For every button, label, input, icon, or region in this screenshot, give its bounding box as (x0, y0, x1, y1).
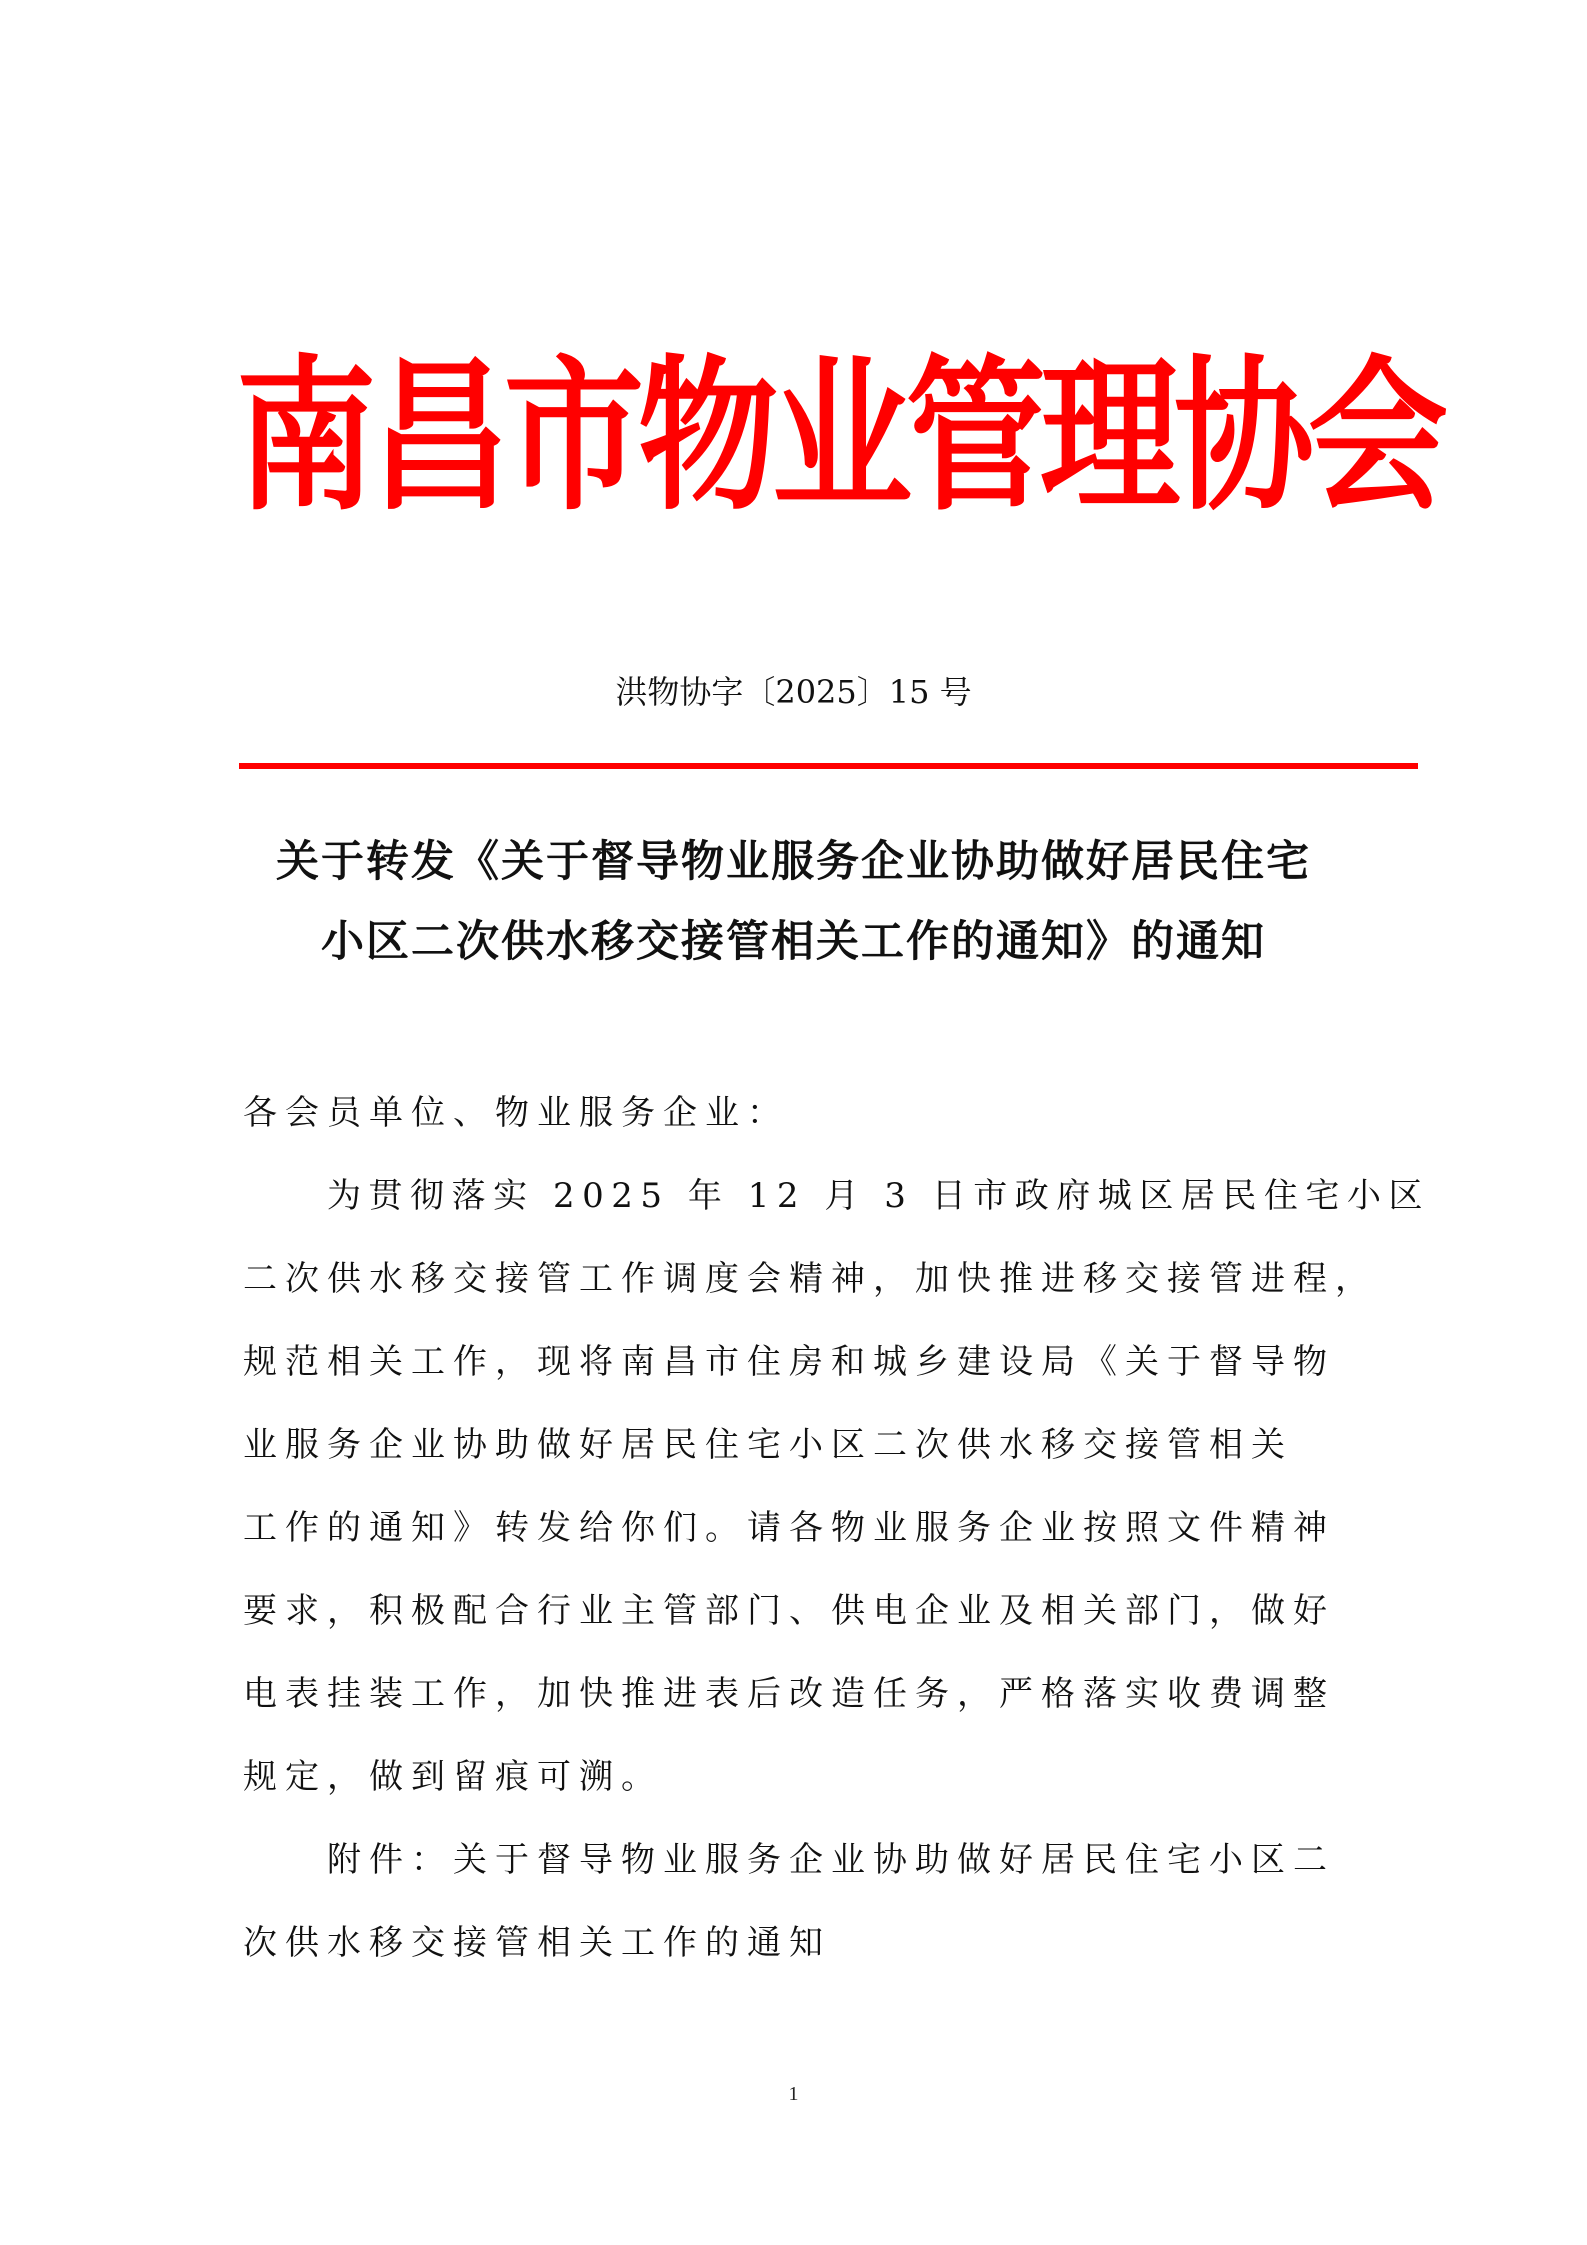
masthead-char: 昌 (370, 340, 511, 534)
masthead-char: 理 (1040, 340, 1181, 534)
masthead-char: 南 (236, 340, 377, 534)
document-number: 洪物协字〔2025〕15 号 (615, 673, 972, 711)
masthead-char: 会 (1308, 340, 1449, 534)
body-line: 工作的通知》转发给你们。请各物业服务企业按照文件精神 (243, 1508, 1335, 1548)
document-title-line-2: 小区二次供水移交接管相关工作的通知》的通知 (321, 917, 1266, 967)
body-line: 要求，积极配合行业主管部门、供电企业及相关部门，做好 (243, 1591, 1335, 1631)
body-line: 业服务企业协助做好居民住宅小区二次供水移交接管相关 (243, 1425, 1293, 1465)
masthead-char: 物 (638, 340, 779, 534)
masthead-char: 管 (906, 340, 1047, 534)
attachment-line: 附件：关于督导物业服务企业协助做好居民住宅小区二 (327, 1840, 1335, 1880)
organization-masthead (236, 340, 1449, 534)
attachment-line: 次供水移交接管相关工作的通知 (243, 1923, 831, 1963)
salutation: 各会员单位、物业服务企业： (243, 1093, 789, 1133)
body-line: 规范相关工作，现将南昌市住房和城乡建设局《关于督导物 (243, 1342, 1335, 1382)
red-divider-rule (239, 763, 1418, 769)
masthead-char: 业 (772, 340, 913, 534)
masthead-char: 市 (504, 340, 645, 534)
body-line: 规定，做到留痕可溯。 (243, 1757, 663, 1797)
masthead-char: 协 (1174, 340, 1315, 534)
body-line: 二次供水移交接管工作调度会精神，加快推进移交接管进程， (243, 1259, 1377, 1299)
body-line: 电表挂装工作，加快推进表后改造任务，严格落实收费调整 (243, 1674, 1335, 1714)
page-number: 1 (788, 2083, 799, 2105)
document-title-line-1: 关于转发《关于督导物业服务企业协助做好居民住宅 (276, 837, 1311, 887)
body-line: 为贯彻落实 2025 年 12 月 3 日市政府城区居民住宅小区 (327, 1176, 1430, 1216)
